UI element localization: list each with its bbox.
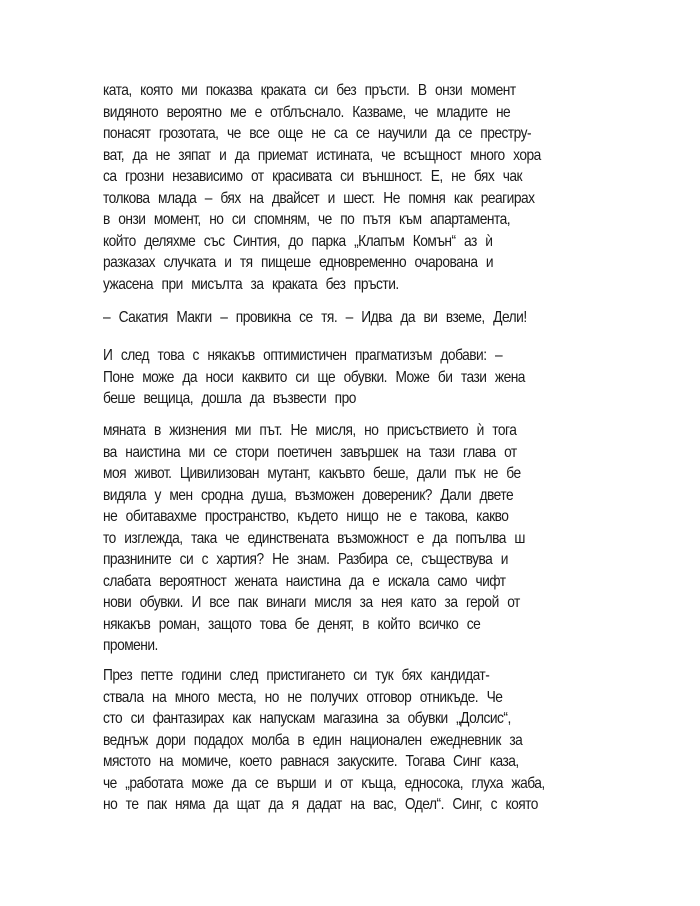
text-line: Поне може да носи каквито си ще обувки. Може би тази жена: [103, 368, 525, 386]
text-line: не обитавахме пространство, където нищо не е такова, какво: [103, 508, 509, 525]
text-line: че „работата може да се върши и от къща, едносока, глуха жаба,: [103, 774, 545, 792]
text-line: понасят грозотата, че все още не са се научили да се престру-: [103, 125, 532, 142]
text-line: но те пак няма да щат да я дадат на вас, Одел“. Синг, с която: [103, 796, 538, 813]
text-line: веднъж дори подадох молба в един национален ежедневник за: [103, 731, 523, 749]
text-line: толкова млада – бях на двайсет и шест. Не помня как реагирах: [103, 189, 535, 207]
text-line: мястото на момиче, което равнася закуските. Тогава Синг каза,: [103, 753, 519, 770]
text-line: видяното вероятно ме е отблъснало. Казваме, че младите не: [103, 103, 511, 121]
text-line: в онзи момент, но си спомням, че по пътя към апартамента,: [103, 211, 511, 228]
text-line: беше вещица, дошла да възвести про: [103, 390, 356, 407]
text-line: празнините си с хартия? Не знам. Разбира се, съществува и: [103, 551, 508, 568]
text-line: който деляхме със Синтия, до парка „Клапъм Комън“ аз ѝ: [103, 232, 493, 250]
text-line: ката, която ми показва краката си без пръсти. В онзи момент: [103, 82, 516, 99]
text-line: ват, да не зяпат и да приемат истината, че всъщност много хора: [103, 146, 541, 164]
paragraph-3: [103, 345, 525, 410]
text-line: ужасена при мисълта за краката без пръсти.: [103, 275, 399, 293]
text-line: И след това с някакъв оптимистичен прагматизъм добави: –: [103, 347, 503, 364]
text-line: разказах случката и тя пищеше едновременно очарована и: [103, 254, 494, 271]
text-line: нови обувки. И все пак винаги мисля за нея като за герой от: [103, 594, 520, 611]
text-line: някакъв роман, защото това бе денят, в който всичко се: [103, 615, 481, 633]
text-line: мяната в жизнения ми път. Не мисля, но присъствието ѝ тога: [103, 422, 517, 439]
text-line: ствала на много места, но не получих отговор отникъде. Че: [103, 688, 503, 706]
text-line: – Сакатия Макги – провикна се тя. – Идва да ви вземе, Дели!: [103, 309, 527, 326]
text-line: сто си фантазирах как напускам магазина за обувки „Долсис“,: [103, 710, 511, 727]
text-line: слабата вероятност жената наистина да е искала само чифт: [103, 572, 506, 590]
paragraph-1: [103, 80, 541, 295]
paragraph-2: [103, 307, 527, 329]
text-line: ва наистина ми се стори поетичен завършек на тази глава от: [103, 443, 517, 461]
text-line: промени.: [103, 637, 158, 654]
text-line: През петте години след пристигането си тук бях кандидат-: [103, 667, 490, 684]
paragraph-5: [103, 665, 545, 816]
text-line: моя живот. Цивилизован мутант, какъвто беше, дали пък не бе: [103, 465, 521, 482]
text-line: са грозни независимо от красивата си външност. Е, не бях чак: [103, 168, 523, 185]
paragraph-4: [103, 420, 525, 657]
text-line: видяла у мен сродна душа, възможен довереник? Дали двете: [103, 486, 514, 504]
text-line: то изглежда, така че единствената възможност е да попълва ш: [103, 529, 525, 547]
